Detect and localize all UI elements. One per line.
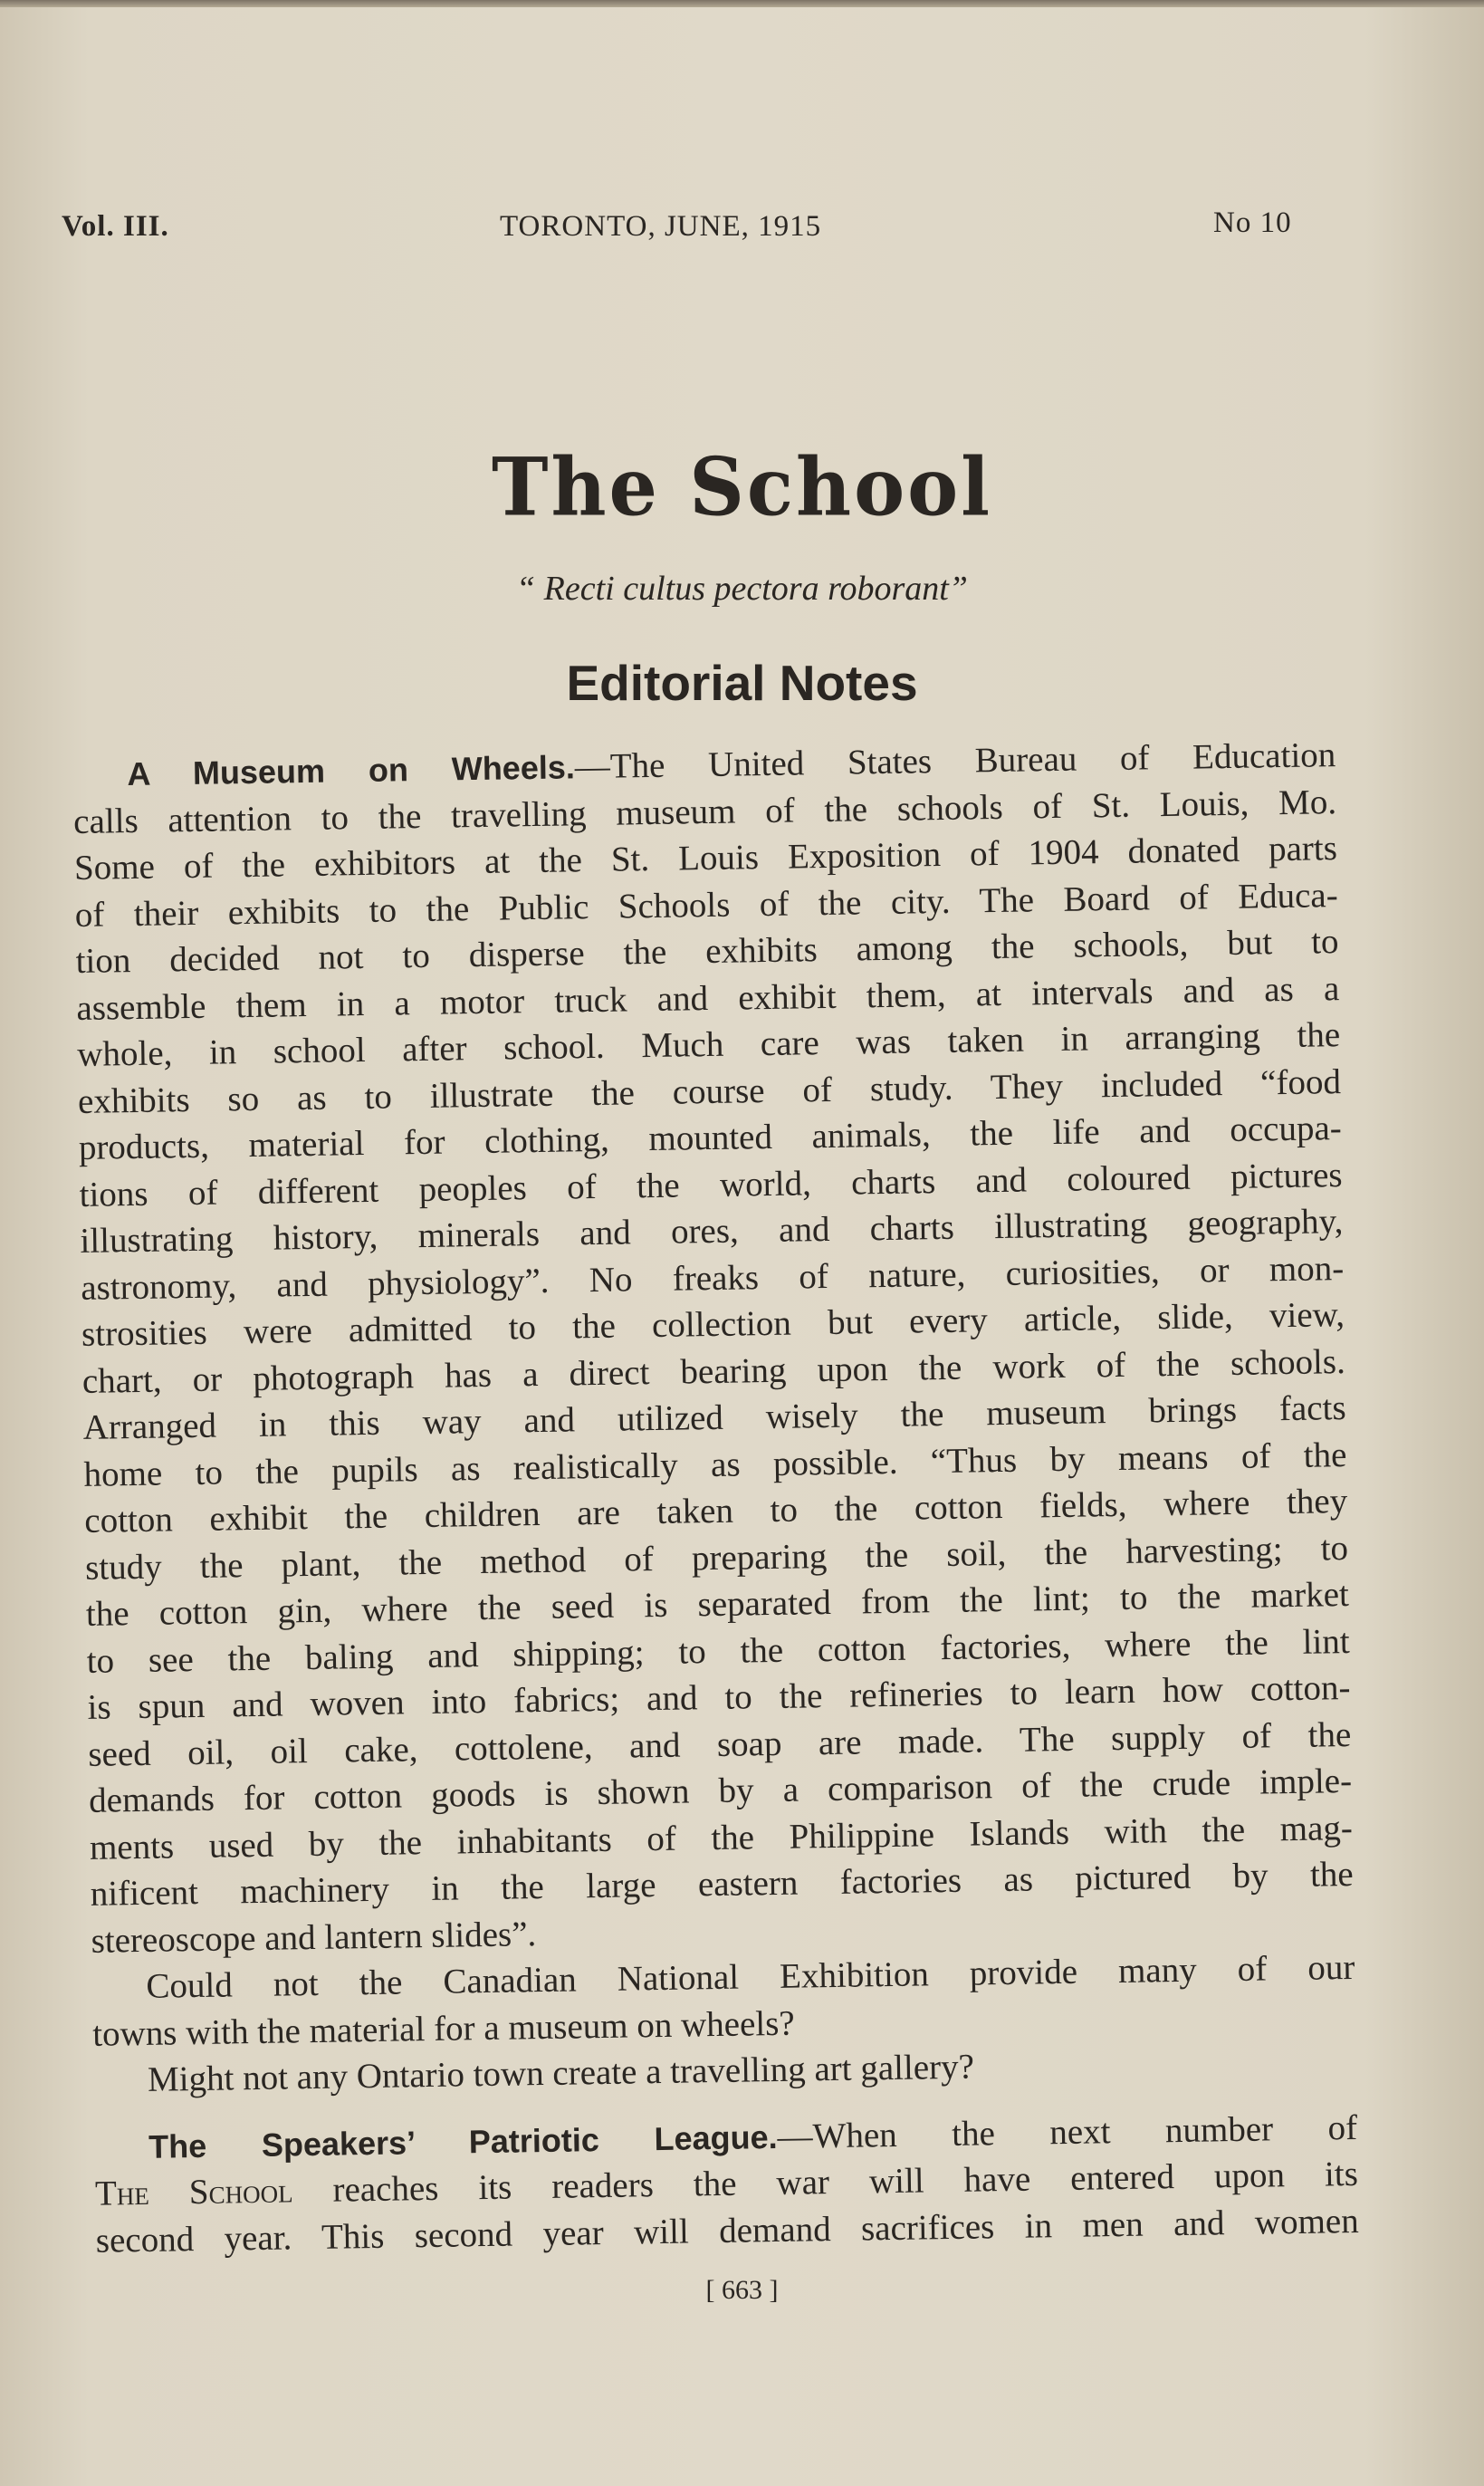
text-line: is spun and woven into fabrics; and to the refineries to learn how cotton- (87, 1667, 1351, 1727)
text-line: Could not the Canadian National Exhibition provide many of our (146, 1947, 1355, 2006)
article-heading: A Museum on Wheels. (127, 748, 576, 793)
text-line: calls attention to the travelling museum of the schools of St. Louis, Mo. (72, 782, 1337, 841)
text-line: illustrating history, minerals and ores, and charts illustrating geography, (80, 1202, 1344, 1261)
text-line: cotton exhibit the children are taken to the cotton fields, where they (84, 1481, 1348, 1541)
text-line: home to the pupils as realistically as possible. “Thus by means of the (83, 1435, 1347, 1494)
text-line: ments used by the inhabitants of the Philippine Islands with the mag- (89, 1808, 1354, 1867)
text-line: Arranged in this way and utilized wisely the museum brings facts (82, 1387, 1346, 1447)
page-top-edge (0, 0, 1484, 7)
text-line: Some of the exhibitors at the St. Louis Exposition of 1904 donated parts (73, 829, 1338, 888)
text-line: tions of different peoples of the world, charts and coloured pictures (79, 1155, 1343, 1214)
text-line: tion decided not to disperse the exhibits among the schools, but to (75, 922, 1339, 981)
text-line: assemble them in a motor truck and exhibit them, at intervals and as a (76, 968, 1340, 1028)
text-line: Might not any Ontario town create a travelling art gallery? (147, 2047, 975, 2099)
text-line: seed oil, oil cake, cottolene, and soap are made. The supply of the (88, 1714, 1352, 1774)
text-line: strosities were admitted to the collection but every article, slide, view, (81, 1295, 1345, 1354)
running-header (0, 206, 1484, 255)
text-line: the cotton gin, where the seed is separated from the lint; to the market (85, 1574, 1350, 1634)
text-line: to see the baling and shipping; to the cotton factories, where the lint (86, 1621, 1350, 1681)
article-heading: The Speakers’ Patriotic League. (148, 2117, 778, 2165)
place-date: TORONTO, JUNE, 1915 (500, 210, 822, 243)
text-line: of their exhibits to the Public Schools of the city. The Board of Educa- (74, 875, 1338, 935)
text-line: stereoscope and lantern slides”. (91, 1914, 537, 1961)
text-line: study the plant, the method of preparing the soil, the harvesting; to (84, 1528, 1349, 1588)
text-line: astronomy, and physiology”. No freaks of nature, curiosities, or mon- (80, 1248, 1345, 1308)
masthead-motto: “ Recti cultus pectora roborant” (516, 570, 968, 608)
masthead-title: The School (491, 439, 993, 534)
text-line: products, material for clothing, mounted animals, the life and occupa- (78, 1109, 1343, 1167)
text-line: demands for cotton goods is shown by a comparison of the crude imple- (88, 1761, 1353, 1820)
text-line: whole, in school after school. Much care was taken in arranging the (76, 1015, 1341, 1074)
text-line-fragment: —When the next number of (777, 2107, 1358, 2156)
issue-number: No 10 (1213, 206, 1292, 239)
text-line: nificent machinery in the large eastern factories as pictured by the (90, 1854, 1354, 1914)
text-line: exhibits so as to illustrate the course of study. They included “food (77, 1061, 1342, 1121)
journal-name: The School (94, 2171, 293, 2213)
volume-label: Vol. III. (62, 210, 169, 243)
article-body (72, 732, 1359, 2264)
page-number: [ 663 ] (705, 2275, 779, 2305)
text-line: second year. This second year will demand sacrifices in men and women (95, 2201, 1359, 2260)
text-line-fragment: —The United States Bureau of Education (574, 735, 1336, 787)
text-line: towns with the material for a museum on wheels? (91, 2003, 795, 2054)
text-line-fragment: reaches its readers the war will have entered upon its (292, 2154, 1359, 2211)
section-title: Editorial Notes (566, 655, 918, 711)
text-line: chart, or photograph has a direct bearing upon the work of the schools. (81, 1341, 1346, 1401)
